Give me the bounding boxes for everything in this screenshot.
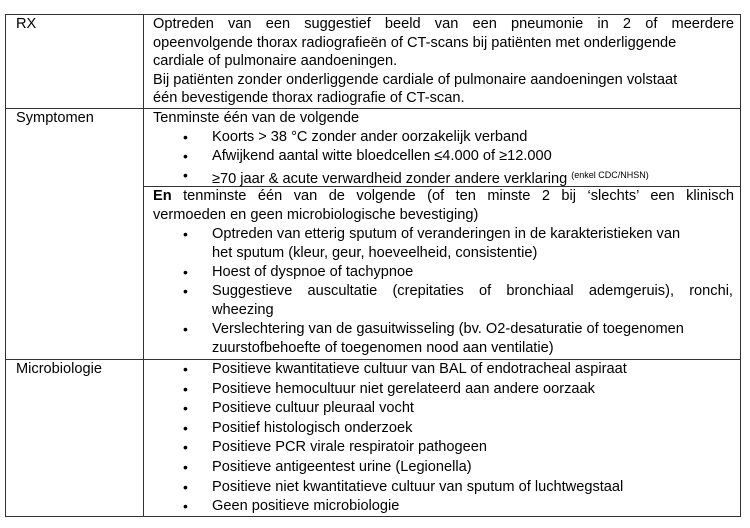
symptoms-part2-intro-bold: En (153, 188, 172, 204)
microbiology-item: Positieve hemocultuur niet gerelateerd aan andere oorzaak (212, 380, 595, 397)
bullet-icon: • (183, 459, 188, 475)
symptoms-part1-item-1: Koorts > 38 °C zonder ander oorzakelijk verband (212, 129, 528, 145)
bullet-icon: • (183, 321, 188, 337)
bullet-icon: • (183, 283, 188, 299)
bullet-icon: • (183, 129, 188, 145)
bullet-icon: • (183, 380, 188, 397)
rx-line-4: Bij patiënten zonder onderliggende cardiale of pulmonaire aandoeningen volstaat (153, 71, 678, 88)
bullet-icon: • (183, 148, 188, 164)
bullet-icon: • (183, 167, 188, 183)
microbiology-item: Positieve PCR virale respiratoir pathogeen (212, 439, 487, 456)
symptoms-part2-item-3-line-2: wheezing (212, 301, 274, 318)
symptoms-part1-item-2: Afwijkend aantal witte bloedcellen ≤4.000 of ≥12.000 (212, 148, 552, 164)
row-label-symptomen: Symptomen (16, 110, 94, 126)
bullet-icon: • (183, 361, 188, 377)
symptoms-part2-item-1-line-2: het sputum (kleur, geur, hoeveelheid, consistentie) (212, 244, 538, 261)
bullet-icon: • (183, 439, 188, 456)
bullet-icon: • (183, 400, 188, 417)
symptoms-part2-item-4-line-1: Verslechtering van de gasuitwisseling (bv. O2-desaturatie of toegenomen (212, 321, 684, 337)
bullet-icon: • (183, 478, 188, 495)
rx-line-3: cardiale of pulmonaire aandoeningen. (153, 53, 398, 70)
symptoms-part2-item-2-line-1: Hoest of dyspnoe of tachypnoe (212, 264, 414, 280)
symptoms-part2-intro-text: tenminste één van de volgende (of ten minste 2 bij ‘slechts’ een klinisch (171, 188, 734, 204)
row-label-microbiologie: Microbiologie (16, 361, 102, 377)
microbiology-item: Positieve niet kwantitatieve cultuur van sputum of luchtwegstaal (212, 478, 624, 495)
microbiology-item: Positieve kwantitatieve cultuur van BAL of endotracheal aspiraat (212, 361, 627, 377)
symptoms-part1-item-3 (212, 166, 649, 189)
microbiology-item: Geen positieve microbiologie (212, 498, 400, 515)
symptoms-part2-intro-line-1 (153, 187, 734, 206)
symptoms-part1-item-3-text: ≥70 jaar & acute verwardheid zonder andere verklaring (212, 171, 568, 187)
microbiology-item: Positief histologisch onderzoek (212, 419, 413, 436)
bullet-icon: • (183, 226, 188, 242)
symptoms-part1-item-3-note: (enkel CDC/NHSN) (571, 170, 649, 180)
row-label-rx: RX (16, 16, 37, 32)
bullet-icon: • (183, 264, 188, 280)
symptoms-part2-item-3-line-1: Suggestieve auscultatie (crepitaties of bronchiaal ademgeruis), ronchi, (212, 283, 733, 299)
rx-line-5: één bevestigende thorax radiografie of CT-scan. (153, 90, 465, 107)
bullet-icon: • (183, 419, 188, 436)
rx-line-2: opeenvolgende thorax radiografieën of CT-scans bij patiënten met onderliggende (153, 34, 677, 51)
rx-line-1: Optreden van een suggestief beeld van een pneumonie in 2 of meerdere (153, 16, 734, 32)
column-divider (143, 14, 144, 517)
bullet-icon: • (183, 498, 188, 515)
symptoms-part2-intro-line-2: vermoeden en geen microbiologische bevestiging) (153, 206, 479, 223)
microbiology-item: Positieve cultuur pleuraal vocht (212, 400, 414, 417)
row-divider-rx (5, 108, 741, 109)
symptoms-part2-item-1-line-1: Optreden van etterig sputum of veranderingen in de karakteristieken van (212, 226, 681, 242)
symptoms-part1-intro: Tenminste één van de volgende (153, 110, 360, 126)
microbiology-item: Positieve antigeentest urine (Legionella) (212, 459, 472, 475)
symptoms-part2-item-4-line-2: zuurstofbehoefte of toegenomen nood aan ventilatie) (212, 339, 554, 356)
